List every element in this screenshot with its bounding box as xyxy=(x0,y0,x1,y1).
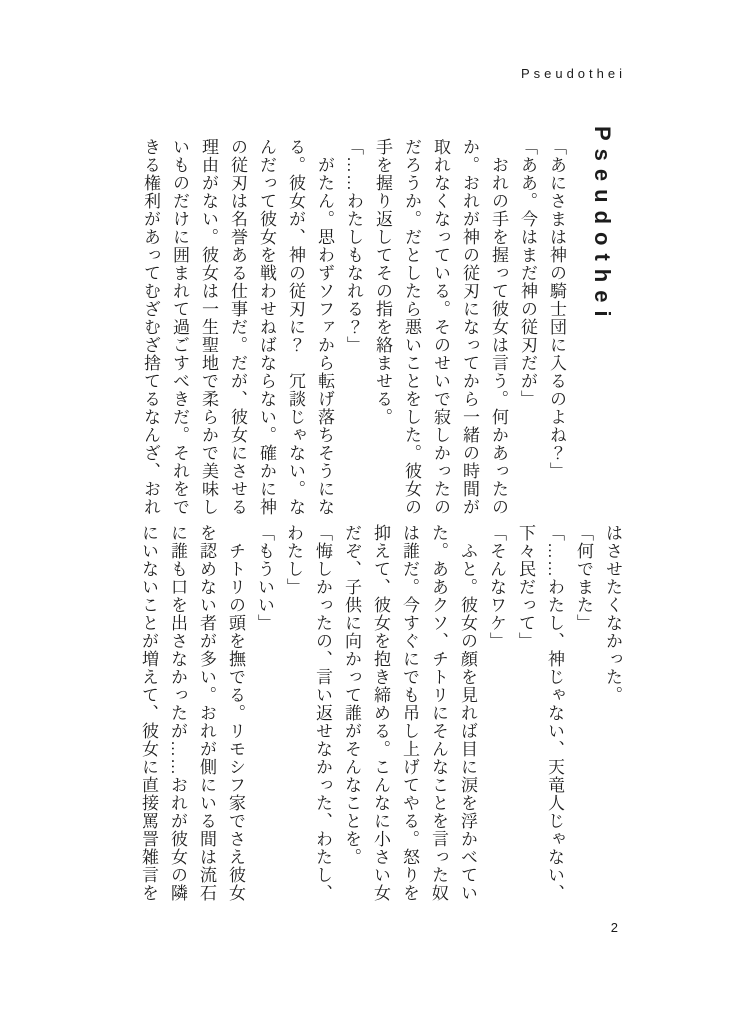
text-line: 手を握り返してその指を絡ませる。 xyxy=(373,138,392,426)
text-line: チトリの頭を撫でる。リモシフ家でさえ彼女 xyxy=(226,524,245,902)
text-line: 「あにさまは神の騎士団に入るのよね？」 xyxy=(547,138,566,480)
text-line: 「……わたしもなれる？」 xyxy=(344,138,363,354)
text-line: ふと。彼女の顔を見れば目に涙を浮かべてい xyxy=(458,524,477,902)
text-line: 「何でまた」 xyxy=(574,524,593,632)
text-line: 「ああ。今はまだ神の従刃だが」 xyxy=(518,138,537,408)
text-block-top xyxy=(136,126,617,516)
text-line: だぞ、子供に向かって誰がそんなことを。 xyxy=(342,524,361,866)
text-line: んだって彼女を戦わせねばならない。確かに神 xyxy=(257,138,276,516)
text-line: にいないことが増えて、彼女に直接罵詈雑言を xyxy=(139,524,158,902)
text-line: を認めない者が多い。おれが側にいる間は流石 xyxy=(197,524,216,902)
text-line: 「……わたし、神じゃない、天竜人じゃない、 xyxy=(545,524,564,902)
text-line: の従刃は名誉ある仕事だ。だが、彼女にさせる xyxy=(228,138,247,516)
text-line: 「悔しかったの、言い返せなかった、わたし、 xyxy=(313,524,332,902)
text-line: は誰だ。今すぐにでも吊し上げてやる。怒りを xyxy=(400,524,419,902)
text-line: はさせたくなかった。 xyxy=(603,524,622,704)
text-block-bottom xyxy=(134,524,627,924)
text-line: きる権利があってむざむざ捨てるなんざ、おれ xyxy=(141,138,160,516)
text-line: 「もういい」 xyxy=(255,524,274,632)
top-text-lines xyxy=(136,126,571,516)
text-line: いものだけに囲まれて過ごすべきだ。それをで xyxy=(170,138,189,516)
text-line: る。彼女が、神の従刃に？ 冗談じゃない。な xyxy=(286,138,305,516)
text-line: だろうか。だとしたら悪いことをした。彼女の xyxy=(402,138,421,516)
story-title: Pseudothei xyxy=(590,126,615,325)
text-line: 理由がない。彼女は一生聖地で柔らかで美味し xyxy=(199,138,218,516)
text-line: がたん。思わずソファから転げ落ちそうにな xyxy=(315,138,334,516)
text-line: た。ああクソ、チトリにそんなことを言った奴 xyxy=(429,524,448,902)
text-line: か。おれが神の従刃になってから一緒の時間が xyxy=(460,138,479,516)
bottom-text-lines xyxy=(134,524,627,924)
text-line: 下々民だって」 xyxy=(516,524,535,650)
text-line: 抑えて、彼女を抱き締める。こんなに小さい女 xyxy=(371,524,390,902)
text-line: に誰も口を出さなかったが……おれが彼女の隣 xyxy=(168,524,187,902)
page-number: 2 xyxy=(610,920,618,935)
text-line: わたし」 xyxy=(284,524,303,596)
text-line: 取れなくなっている。そのせいで寂しかったの xyxy=(431,138,450,516)
text-line: 「そんなワケ」 xyxy=(487,524,506,650)
text-line: おれの手を握って彼女は言う。何かあったの xyxy=(489,138,508,516)
running-header: Pseudothei xyxy=(520,66,626,81)
